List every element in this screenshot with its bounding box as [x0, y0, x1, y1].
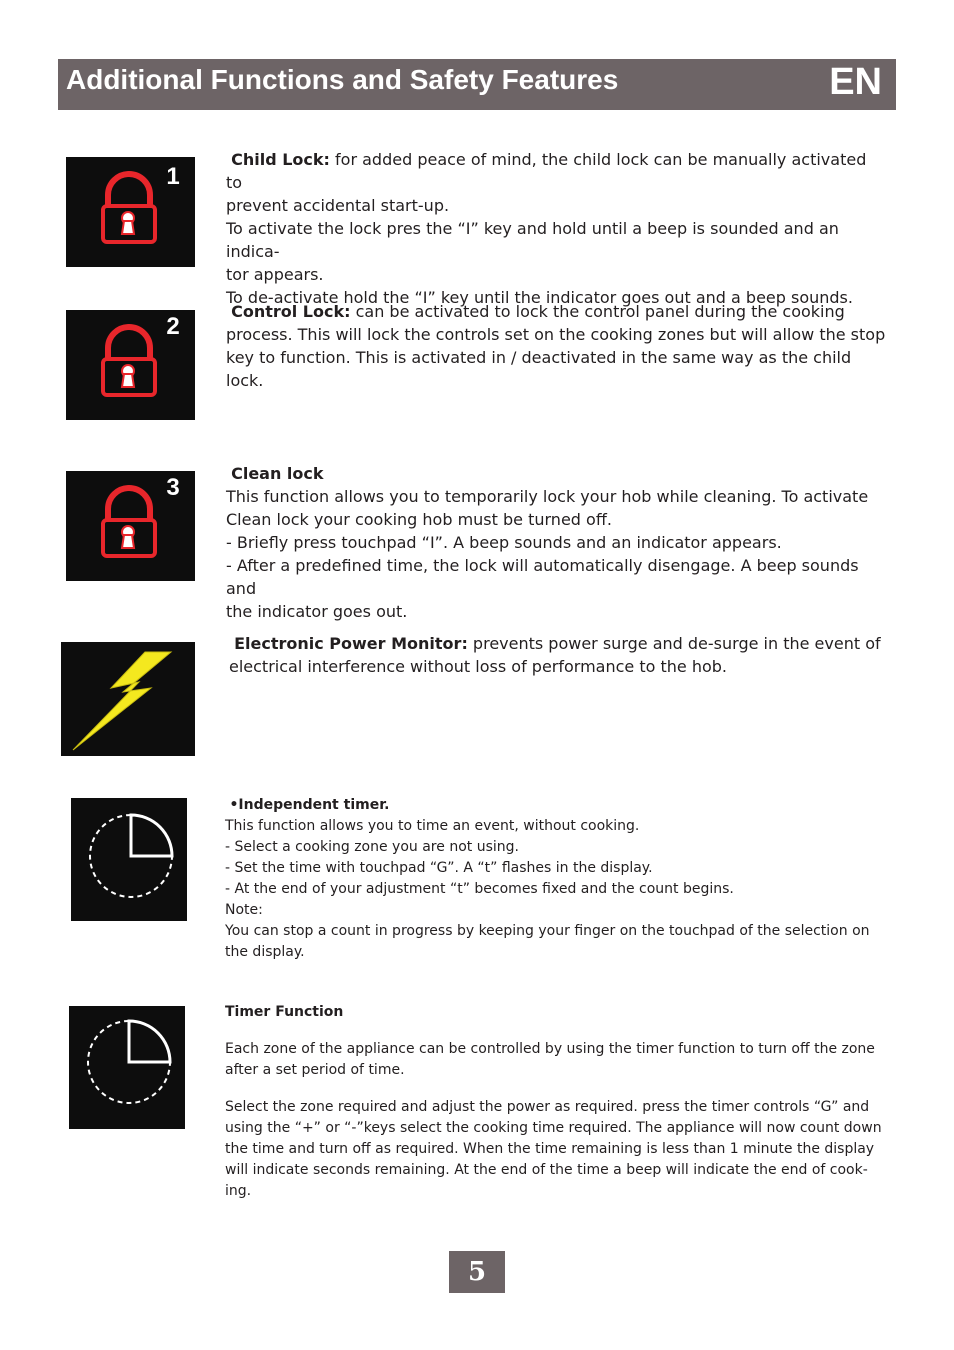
section-header-bar — [58, 59, 896, 110]
timer-clock-icon — [69, 1006, 185, 1129]
timer-function-icon-tile — [69, 1006, 185, 1129]
padlock-icon — [66, 471, 195, 581]
control-lock-heading: Control Lock: — [231, 302, 351, 321]
control-lock-icon-tile — [66, 310, 195, 420]
lock-number-label: 1 — [166, 163, 180, 190]
padlock-icon — [66, 157, 195, 267]
power-monitor-icon-tile — [61, 642, 195, 756]
clean-lock-text: Clean lock This function allows you to temporarily lock your hob while cleaning. To activate Clean lock your cooking hob must be turned off. - Briefly press touchpad “I”. A beep sounds and an indicator appears. - After a predefined time, the lock will automatically disengage. A beep sounds and the indicator goes out. — [226, 464, 869, 621]
lock-number-label: 3 — [166, 474, 180, 501]
child-lock-heading: Child Lock: — [231, 150, 330, 169]
clean-lock-heading: Clean lock — [231, 464, 324, 483]
language-code: EN — [829, 61, 882, 103]
lightning-bolt-icon — [61, 642, 195, 756]
timer-function-text: Timer Function Each zone of the appliance can be controlled by using the timer function to turn off the zone after a set period of time. Select the zone required and adjust the power as required. press the timer controls “G” and using the “+” or “-”keys select the cooking time required. The appliance will now count down the time and turn off as required. When the time remaining is less than 1 minute the display will indicate seconds remaining. At the end of the time a beep will indicate the end of cook- ing. — [225, 1004, 882, 1199]
child-lock-icon-tile — [66, 157, 195, 267]
clean-lock-icon-tile — [66, 471, 195, 581]
page-number: 5 — [449, 1251, 505, 1293]
independent-timer-icon-tile — [71, 798, 187, 921]
child-lock-text: Child Lock: for added peace of mind, the child lock can be manually activated to prevent accidental start-up. To activate the lock pres the “I” key and hold until a beep is sounded and an indica- tor appears. To de-activate hold the “I” key until the indicator goes out and a beep sounds. — [226, 150, 867, 307]
timer-function-heading: Timer Function — [225, 1004, 344, 1020]
power-monitor-heading: Electronic Power Monitor: — [234, 634, 468, 653]
power-monitor-text: Electronic Power Monitor: prevents power surge and de-surge in the event of electrical interference without loss of performance to the hob. — [229, 634, 881, 676]
page-title: Additional Functions and Safety Features — [66, 64, 619, 95]
timer-clock-icon — [71, 798, 187, 921]
control-lock-text: Control Lock: can be activated to lock the control panel during the cooking process. This will lock the controls set on the cooking zones but will allow the stop key to function. This is activated in / deactivated in the same way as the child lock. — [226, 302, 886, 390]
independent-timer-heading: •Independent timer. — [229, 797, 390, 813]
lock-number-label: 2 — [166, 313, 180, 340]
independent-timer-text: •Independent timer. This function allows you to time an event, without cooking. - Select a cooking zone you are not using. - Set the time with touchpad “G”. A “t” flashes in the display. - At the end of your adjustment “t” becomes fixed and the count begins. Note: You can stop a count in progress by keeping your finger on the touchpad of the selection on the display. — [225, 797, 870, 960]
padlock-icon — [66, 310, 195, 420]
